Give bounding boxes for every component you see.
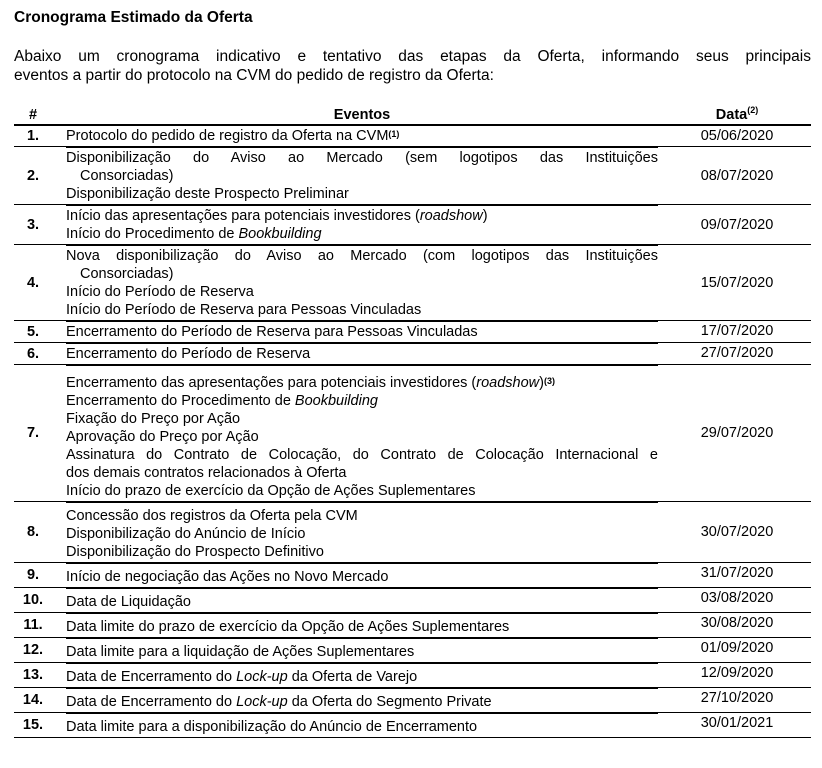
event-text: da Oferta do Segmento Private <box>287 694 492 710</box>
row-number: 5. <box>26 323 40 340</box>
event-line: Data limite do prazo de exercício da Opção de Ações Suplementares <box>66 619 510 635</box>
event-line: Aprovação do Preço por Ação <box>66 429 259 445</box>
row-date: 08/07/2020 <box>700 167 774 184</box>
header-number: # <box>28 107 38 123</box>
row-number: 14. <box>22 692 44 708</box>
row-number: 4. <box>26 274 40 291</box>
row-events <box>66 663 658 687</box>
header-date <box>663 107 811 123</box>
event-line: Nova disponibilização do Aviso ao Mercado (com logotipos das Instituições <box>66 248 658 264</box>
table-row <box>14 688 811 713</box>
event-line: Disponibilização do Aviso ao Mercado (sem logotipos das Instituições <box>66 150 658 166</box>
row-events <box>66 588 658 612</box>
event-line: Início do Período de Reserva <box>66 284 254 300</box>
row-date: 31/07/2020 <box>700 565 774 581</box>
event-term: roadshow <box>476 375 540 391</box>
event-line: Data limite para a disponibilização do Anúncio de Encerramento <box>66 719 478 735</box>
event-line: Disponibilização deste Prospecto Preliminar <box>66 186 349 202</box>
intro-paragraph <box>14 47 811 85</box>
row-date: 30/01/2021 <box>700 715 774 731</box>
event-line <box>66 374 658 392</box>
row-date: 05/06/2020 <box>700 128 774 144</box>
table-row <box>14 205 811 245</box>
event-text: ) <box>539 375 544 391</box>
row-number: 1. <box>26 128 40 144</box>
row-events <box>66 502 658 562</box>
row-events <box>66 245 658 320</box>
row-number: 3. <box>26 216 40 233</box>
row-date: 12/09/2020 <box>700 665 774 681</box>
row-events <box>66 613 658 637</box>
event-term: Lock-up <box>236 694 288 710</box>
row-events <box>66 563 658 587</box>
event-line <box>66 225 658 243</box>
event-line <box>66 127 658 145</box>
row-number: 10. <box>22 592 44 608</box>
intro-line-1: Abaixo um cronograma indicativo e tentativo das etapas da Oferta, informando seus principais <box>14 48 811 65</box>
table-row <box>14 147 811 205</box>
header-events: Eventos <box>333 107 391 123</box>
section-title: Cronograma Estimado da Oferta <box>14 9 253 26</box>
event-line: Consorciadas) <box>80 266 174 282</box>
event-text: ) <box>482 208 488 224</box>
row-events <box>66 713 658 737</box>
footnote-marker: (3) <box>543 376 555 386</box>
footnote-marker: (1) <box>388 129 400 139</box>
table-row <box>14 365 811 502</box>
event-line: dos demais contratos relacionados à Oferta <box>66 465 347 481</box>
row-events <box>66 147 658 204</box>
row-date: 03/08/2020 <box>700 590 774 606</box>
event-line: Fixação do Preço por Ação <box>66 411 241 427</box>
event-term: roadshow <box>419 208 483 224</box>
row-events <box>66 126 658 146</box>
header-date-label: Data <box>715 107 748 123</box>
event-text: Encerramento das apresentações para potenciais investidores ( <box>66 375 477 391</box>
row-number: 13. <box>22 667 44 683</box>
event-text: Protocolo do pedido de registro da Oferta na CVM <box>66 128 389 144</box>
row-date: 01/09/2020 <box>700 640 774 656</box>
intro-line-2: eventos a partir do protocolo na CVM do pedido de registro da Oferta: <box>14 67 494 84</box>
event-line <box>66 207 658 225</box>
row-events <box>66 688 658 712</box>
event-line <box>66 392 658 410</box>
row-number: 11. <box>23 617 43 633</box>
table-row <box>14 502 811 563</box>
table-row <box>14 638 811 663</box>
event-line: Encerramento do Período de Reserva para Pessoas Vinculadas <box>66 324 478 340</box>
event-line: Data de Liquidação <box>66 594 191 610</box>
event-line: Consorciadas) <box>80 168 174 184</box>
event-line: Início do Período de Reserva para Pessoas Vinculadas <box>66 302 422 318</box>
row-date: 09/07/2020 <box>700 216 774 233</box>
table-row <box>14 713 811 738</box>
row-date: 17/07/2020 <box>700 323 774 339</box>
row-number: 12. <box>22 642 44 658</box>
row-date: 29/07/2020 <box>700 425 774 441</box>
row-number: 15. <box>22 717 44 733</box>
row-events <box>66 365 658 501</box>
row-date: 27/10/2020 <box>700 690 774 706</box>
row-number: 9. <box>26 567 40 583</box>
event-text: Data de Encerramento do <box>66 694 237 710</box>
event-line: Encerramento do Período de Reserva <box>66 346 311 362</box>
table-row <box>14 343 811 365</box>
event-line: Disponibilização do Anúncio de Início <box>66 526 306 542</box>
event-line <box>66 668 658 686</box>
event-term: Bookbuilding <box>294 393 378 409</box>
table-row <box>14 588 811 613</box>
event-text: da Oferta de Varejo <box>287 669 418 685</box>
event-line: Início do prazo de exercício da Opção de Ações Suplementares <box>66 483 476 499</box>
table-row <box>14 563 811 588</box>
row-number: 6. <box>26 345 40 362</box>
event-text: Encerramento do Procedimento de <box>66 393 295 409</box>
row-events <box>66 321 658 342</box>
event-line: Data limite para a liquidação de Ações Suplementares <box>66 644 415 660</box>
table-row <box>14 245 811 321</box>
row-date: 27/07/2020 <box>700 345 774 361</box>
event-term: Bookbuilding <box>238 226 322 242</box>
row-date: 30/07/2020 <box>700 524 774 540</box>
event-term: Lock-up <box>236 669 288 685</box>
event-line: Assinatura do Contrato de Colocação, do Contrato de Colocação Internacional e <box>66 447 658 463</box>
row-date: 15/07/2020 <box>700 274 774 291</box>
table-header <box>14 106 811 126</box>
event-line: Início de negociação das Ações no Novo Mercado <box>66 569 389 585</box>
row-events <box>66 205 658 244</box>
table-row <box>14 663 811 688</box>
event-text: Início do Procedimento de <box>66 226 239 242</box>
row-events <box>66 638 658 662</box>
schedule-table <box>14 106 811 738</box>
row-number: 7. <box>26 425 40 441</box>
event-text: Data de Encerramento do <box>66 669 237 685</box>
event-text: Início das apresentações para potenciais investidores ( <box>66 208 420 224</box>
event-line <box>66 693 658 711</box>
row-number: 8. <box>26 524 40 540</box>
event-line: Disponibilização do Prospecto Definitivo <box>66 544 324 560</box>
header-date-note: (2) <box>747 105 759 115</box>
row-date: 30/08/2020 <box>700 615 774 631</box>
table-row <box>14 126 811 147</box>
row-events <box>66 343 658 364</box>
table-row <box>14 613 811 638</box>
event-line: Concessão dos registros da Oferta pela CVM <box>66 508 358 524</box>
table-row <box>14 321 811 343</box>
row-number: 2. <box>26 167 40 184</box>
